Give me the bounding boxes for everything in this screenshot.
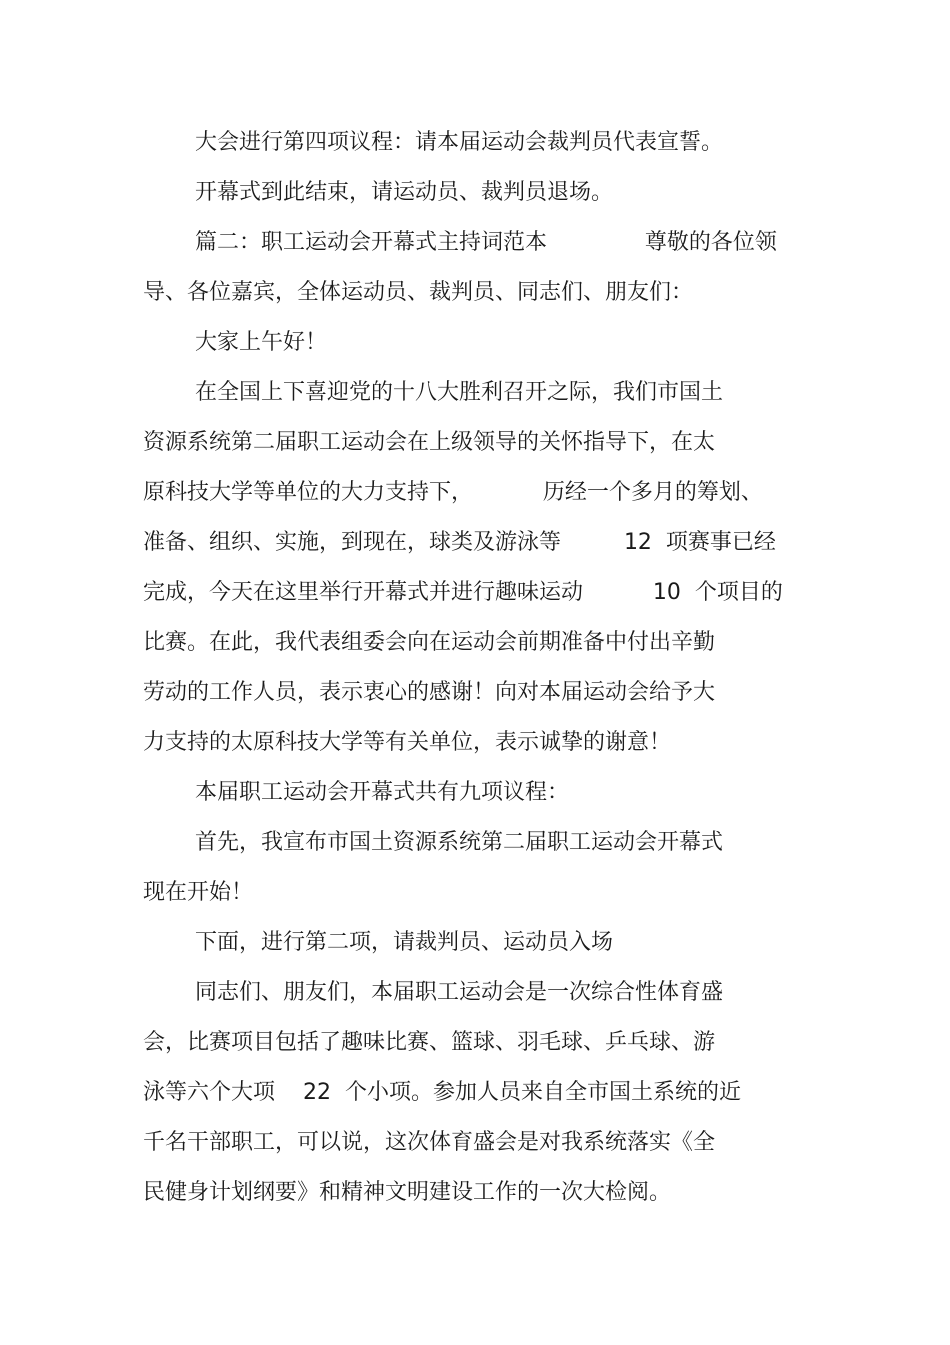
paragraph-line: 力支持的太原科技大学等有关单位，表示诚挚的谢意！: [143, 730, 672, 755]
paragraph-line: 开幕式到此结束，请运动员、裁判员退场。: [195, 180, 614, 205]
paragraph-line: 大家上午好！: [195, 330, 328, 355]
paragraph-line: 会，比赛项目包括了趣味比赛、篮球、羽毛球、乒乓球、游: [143, 1030, 716, 1055]
paragraph-line: 现在开始！: [143, 880, 254, 905]
paragraph-line: 下面，进行第二项，请裁判员、运动员入场: [195, 930, 614, 955]
paragraph-line: 资源系统第二届职工运动会在上级领导的关怀指导下，在太: [143, 430, 716, 455]
paragraph-line: 在全国上下喜迎党的十八大胜利召开之际，我们市国土: [195, 380, 724, 405]
paragraph-line: 准备、组织、实施，到现在，球类及游泳等 12 项赛事已经: [143, 530, 776, 555]
paragraph-line: 篇二：职工运动会开幕式主持词范本 尊敬的各位领: [195, 230, 777, 255]
paragraph-line: 比赛。在此，我代表组委会向在运动会前期准备中付出辛勤: [143, 630, 716, 655]
paragraph-line: 首先，我宣布市国土资源系统第二届职工运动会开幕式: [195, 830, 724, 855]
paragraph-line: 导、各位嘉宾，全体运动员、裁判员、同志们、朋友们：: [143, 280, 694, 305]
paragraph-line: 同志们、朋友们，本届职工运动会是一次综合性体育盛: [195, 980, 724, 1005]
paragraph-line: 民健身计划纲要》和精神文明建设工作的一次大检阅。: [143, 1180, 672, 1205]
paragraph-line: 本届职工运动会开幕式共有九项议程：: [195, 780, 570, 805]
paragraph-line: 大会进行第四项议程：请本届运动会裁判员代表宣誓。: [195, 130, 724, 155]
paragraph-line: 千名干部职工，可以说，这次体育盛会是对我系统落实《全: [143, 1130, 716, 1155]
paragraph-line: 泳等六个大项 22 个小项。参加人员来自全市国土系统的近: [143, 1080, 741, 1105]
paragraph-line: 劳动的工作人员，表示衷心的感谢！向对本届运动会给予大: [143, 680, 716, 705]
paragraph-line: 完成，今天在这里举行开幕式并进行趣味运动 10 个项目的: [143, 580, 783, 605]
paragraph-line: 原科技大学等单位的大力支持下， 历经一个多月的筹划、: [143, 480, 763, 505]
